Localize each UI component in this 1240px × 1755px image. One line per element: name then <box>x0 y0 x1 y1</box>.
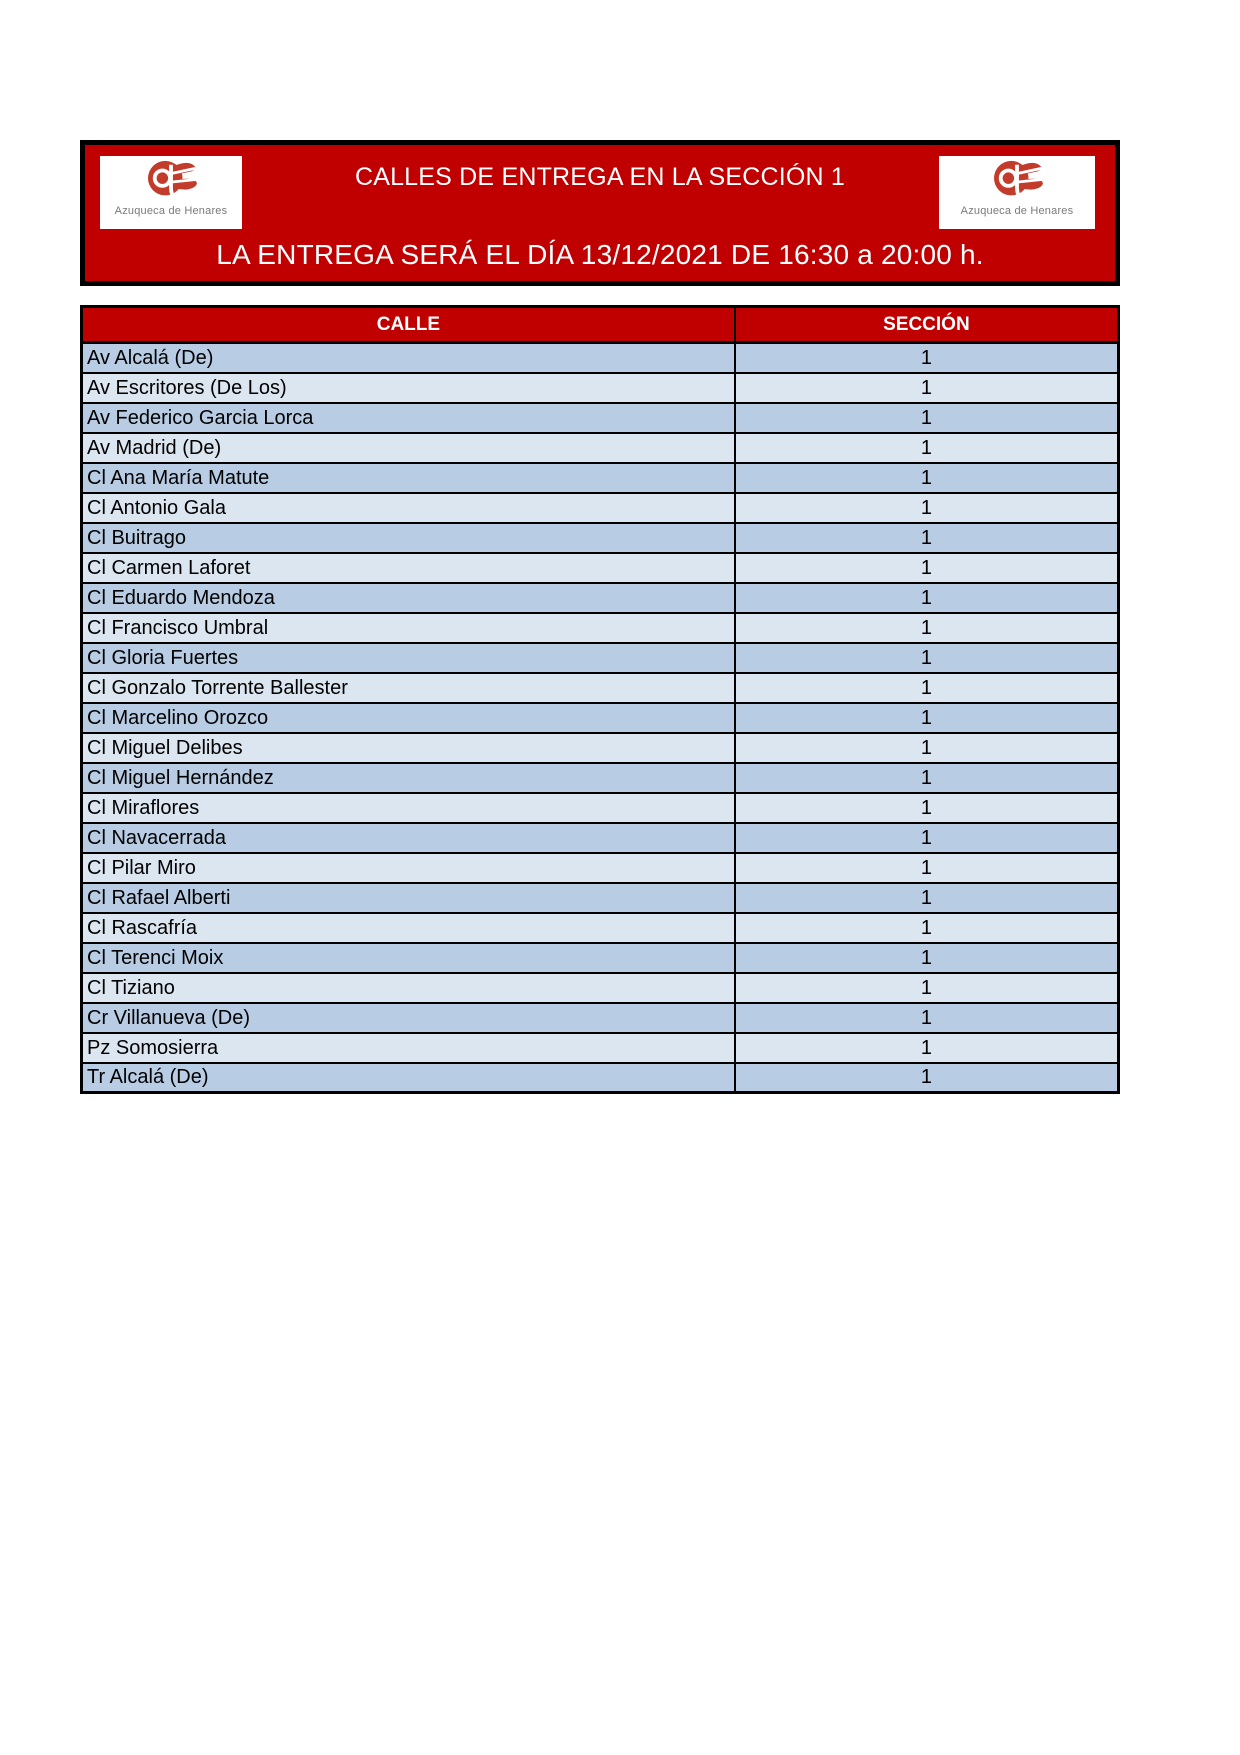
banner-subtitle: LA ENTREGA SERÁ EL DÍA 13/12/2021 DE 16:30 a 20:00 h. <box>216 239 984 270</box>
table-row <box>82 1003 1119 1033</box>
calle-cell: Cl Miguel Hernández <box>82 763 735 793</box>
calle-cell: Cl Carmen Laforet <box>82 553 735 583</box>
seccion-cell: 1 <box>735 643 1119 673</box>
seccion-cell: 1 <box>735 433 1119 463</box>
table-row <box>82 523 1119 553</box>
calle-cell: Cl Terenci Moix <box>82 943 735 973</box>
table-row <box>82 763 1119 793</box>
table-row <box>82 943 1119 973</box>
calle-cell: Av Escritores (De Los) <box>82 373 735 403</box>
seccion-cell: 1 <box>735 823 1119 853</box>
calle-cell: Cl Navacerrada <box>82 823 735 853</box>
calle-cell: Cl Gonzalo Torrente Ballester <box>82 673 735 703</box>
calle-cell: Cl Rascafría <box>82 913 735 943</box>
logo-right <box>939 156 1095 229</box>
calle-cell: Cl Tiziano <box>82 973 735 1003</box>
seccion-cell: 1 <box>735 943 1119 973</box>
seccion-cell: 1 <box>735 583 1119 613</box>
azuqueca-logo-icon <box>985 159 1049 205</box>
calle-cell: Av Madrid (De) <box>82 433 735 463</box>
calle-cell: Cl Ana María Matute <box>82 463 735 493</box>
calle-cell: Av Federico Garcia Lorca <box>82 403 735 433</box>
seccion-cell: 1 <box>735 463 1119 493</box>
seccion-cell: 1 <box>735 613 1119 643</box>
seccion-cell: 1 <box>735 673 1119 703</box>
table-header-row <box>82 307 1119 343</box>
table-row <box>82 913 1119 943</box>
table-row <box>82 733 1119 763</box>
table-row <box>82 793 1119 823</box>
calle-cell: Pz Somosierra <box>82 1033 735 1063</box>
streets-table <box>80 305 1120 1094</box>
header-banner <box>80 140 1120 286</box>
table-row <box>82 343 1119 373</box>
table-row <box>82 433 1119 463</box>
seccion-cell: 1 <box>735 793 1119 823</box>
table-header-seccion: SECCIÓN <box>735 307 1119 343</box>
calle-cell: Cl Marcelino Orozco <box>82 703 735 733</box>
seccion-cell: 1 <box>735 523 1119 553</box>
seccion-cell: 1 <box>735 883 1119 913</box>
seccion-cell: 1 <box>735 733 1119 763</box>
calle-cell: Cl Gloria Fuertes <box>82 643 735 673</box>
table-row <box>82 493 1119 523</box>
calle-cell: Cl Pilar Miro <box>82 853 735 883</box>
table-row <box>82 853 1119 883</box>
seccion-cell: 1 <box>735 973 1119 1003</box>
table-row <box>82 583 1119 613</box>
calle-cell: Cl Rafael Alberti <box>82 883 735 913</box>
table-row <box>82 883 1119 913</box>
calle-cell: Cl Miraflores <box>82 793 735 823</box>
seccion-cell: 1 <box>735 853 1119 883</box>
seccion-cell: 1 <box>735 553 1119 583</box>
table-row <box>82 553 1119 583</box>
calle-cell: Cl Francisco Umbral <box>82 613 735 643</box>
calle-cell: Tr Alcalá (De) <box>82 1063 735 1093</box>
streets-table-body <box>82 343 1119 1093</box>
table-row <box>82 373 1119 403</box>
table-row <box>82 973 1119 1003</box>
table-row <box>82 1033 1119 1063</box>
calle-cell: Av Alcalá (De) <box>82 343 735 373</box>
seccion-cell: 1 <box>735 1063 1119 1093</box>
table-row <box>82 463 1119 493</box>
seccion-cell: 1 <box>735 493 1119 523</box>
calle-cell: Cl Eduardo Mendoza <box>82 583 735 613</box>
table-row <box>82 1063 1119 1093</box>
table-row <box>82 643 1119 673</box>
logo-caption: Azuqueca de Henares <box>960 205 1074 217</box>
seccion-cell: 1 <box>735 1003 1119 1033</box>
table-row <box>82 673 1119 703</box>
table-row <box>82 703 1119 733</box>
seccion-cell: 1 <box>735 343 1119 373</box>
seccion-cell: 1 <box>735 1033 1119 1063</box>
seccion-cell: 1 <box>735 703 1119 733</box>
calle-cell: Cl Miguel Delibes <box>82 733 735 763</box>
seccion-cell: 1 <box>735 763 1119 793</box>
seccion-cell: 1 <box>735 403 1119 433</box>
table-row <box>82 823 1119 853</box>
seccion-cell: 1 <box>735 913 1119 943</box>
calle-cell: Cr Villanueva (De) <box>82 1003 735 1033</box>
logo-caption: Azuqueca de Henares <box>114 205 228 217</box>
table-row <box>82 613 1119 643</box>
table-row <box>82 403 1119 433</box>
seccion-cell: 1 <box>735 373 1119 403</box>
calle-cell: Cl Buitrago <box>82 523 735 553</box>
banner-title: CALLES DE ENTREGA EN LA SECCIÓN 1 <box>354 163 846 191</box>
table-header-calle: CALLE <box>82 307 735 343</box>
calle-cell: Cl Antonio Gala <box>82 493 735 523</box>
